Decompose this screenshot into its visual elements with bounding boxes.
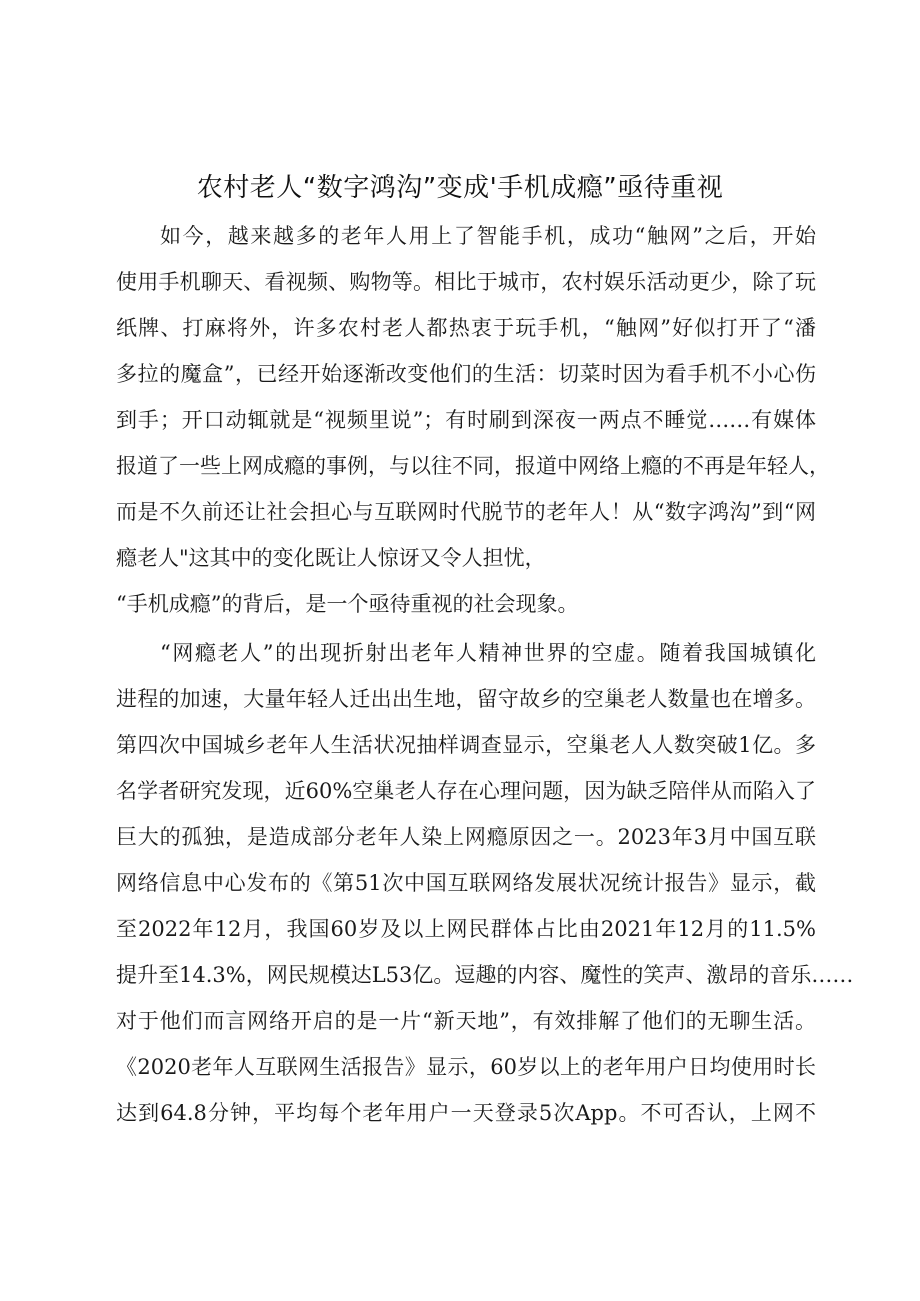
paragraph-3-line-5: 巨大的孤独，是造成部分老年人染上网瘾原因之一。2023年3月中国互联 — [116, 825, 816, 849]
paragraph-1-line-6: 报道了一些上网成瘾的事例，与以往不同，报道中网络上瘾的不再是年轻人， — [116, 454, 830, 478]
paragraph-3-line-6: 网络信息中心发布的《第51次中国互联网络发展状况统计报告》显示，截 — [116, 871, 816, 895]
paragraph-3-line-3: 第四次中国城乡老年人生活状况抽样调查显示，空巢老人人数突破1亿。多 — [116, 733, 816, 757]
paragraph-3-line-8: 提升至14.3%，网民规模达L53亿。逗趣的内容、魔性的笑声、激昂的音乐…… — [116, 963, 854, 987]
paragraph-1-line-5: 到手；开口动辄就是“视频里说”；有时刷到深夜一两点不睡觉……有媒体 — [116, 408, 816, 432]
paragraph-3-line-10: 《2020老年人互联网生活报告》显示，60岁以上的老年用户日均使用时长 — [116, 1055, 816, 1079]
paragraph-3-line-1: “网瘾老人”的出现折射出老年人精神世界的空虚。随着我国城镇化 — [160, 641, 816, 665]
paragraph-1-line-2: 使用手机聊天、看视频、购物等。相比于城市，农村娱乐活动更少，除了玩 — [116, 270, 816, 294]
document-title: 农村老人“数字鸿沟”变成'手机成瘾”亟待重视 — [196, 173, 724, 203]
paragraph-2-line-1: “手机成瘾”的背后，是一个亟待重视的社会现象。 — [116, 592, 579, 616]
paragraph-1-line-7: 而是不久前还让社会担心与互联网时代脱节的老年人！从“数字鸿沟”到“网 — [116, 500, 816, 524]
paragraph-1-line-3: 纸牌、打麻将外，许多农村老人都热衷于玩手机，“触网”好似打开了“潘 — [116, 316, 816, 340]
paragraph-1-line-8: 瘾老人"这其中的变化既让人惊讶又令人担忧， — [116, 546, 546, 570]
paragraph-3-line-4: 名学者研究发现，近60%空巢老人存在心理问题，因为缺乏陪伴从而陷入了 — [116, 779, 816, 803]
paragraph-3-line-9: 对于他们而言网络开启的是一片“新天地”，有效排解了他们的无聊生活。 — [116, 1009, 816, 1033]
paragraph-3-line-11: 达到64.8分钟，平均每个老年用户一天登录5次App。不可否认，上网不 — [116, 1101, 816, 1125]
paragraph-1-line-1: 如今，越来越多的老年人用上了智能手机，成功“触网”之后，开始 — [160, 224, 816, 248]
paragraph-3-line-2: 进程的加速，大量年轻人迁出出生地，留守故乡的空巢老人数量也在增多。 — [116, 687, 816, 711]
paragraph-3-line-7: 至2022年12月，我国60岁及以上网民群体占比由2021年12月的11.5% — [116, 917, 816, 941]
paragraph-1-line-4: 多拉的魔盒”，已经开始逐渐改变他们的生活：切菜时因为看手机不小心伤 — [116, 362, 816, 386]
